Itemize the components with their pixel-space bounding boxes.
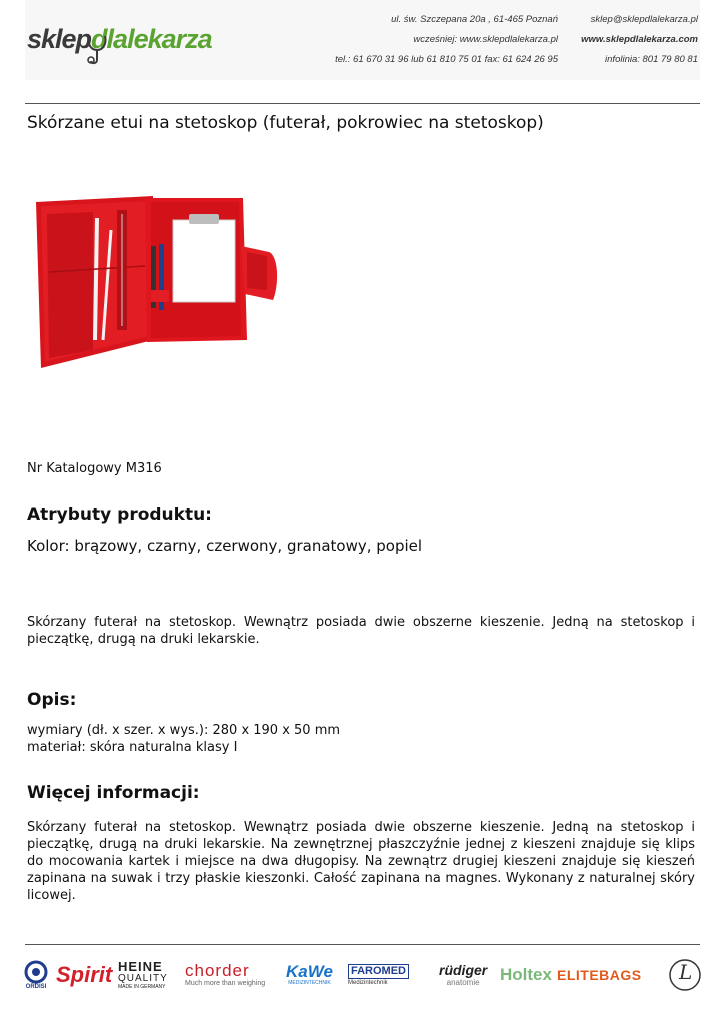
brand-l-letter: L bbox=[679, 960, 693, 984]
brand-holtex[interactable]: Holtex bbox=[500, 965, 552, 984]
brand-l-logo[interactable] bbox=[668, 955, 702, 995]
brand-kawe-label: KaWe bbox=[286, 962, 333, 981]
brand-rudiger-sub: anatomie bbox=[446, 978, 480, 987]
brand-chorder-sub: Much more than weighing bbox=[185, 980, 266, 987]
shop-logo[interactable] bbox=[25, 20, 215, 60]
brand-rudiger[interactable] bbox=[439, 955, 487, 995]
brand-heine-label: HEINE bbox=[118, 959, 163, 974]
brand-rudiger-label: rüdiger bbox=[439, 962, 488, 978]
attributes-heading: Atrybuty produktu: bbox=[27, 505, 212, 525]
email-link[interactable]: sklep@sklepdlalekarza.pl bbox=[590, 14, 698, 25]
logo-wordmark bbox=[27, 24, 212, 55]
brand-faromed[interactable] bbox=[348, 955, 409, 995]
ordisi-icon bbox=[24, 960, 48, 984]
brand-ordisi[interactable] bbox=[22, 955, 50, 995]
address: ul. św. Szczepana 20a , 61-465 Poznań bbox=[391, 14, 558, 25]
phones: tel.: 61 670 31 96 lub 61 810 75 01 fax: 61 624 26 95 bbox=[335, 54, 558, 65]
header-divider bbox=[25, 103, 700, 104]
stethoscope-icon bbox=[85, 34, 111, 66]
brand-heine-sub: QUALITY bbox=[118, 973, 168, 984]
brand-kawe-sub: MEDIZINTECHNIK bbox=[288, 980, 331, 986]
material-line: materiał: skóra naturalna klasy I bbox=[27, 740, 238, 755]
website-link[interactable]: www.sklepdlalekarza.com bbox=[581, 34, 698, 45]
contact-address-block bbox=[335, 10, 558, 70]
brand-ordisi-label: ORDISI bbox=[25, 984, 47, 990]
brand-faromed-label: FAROMED bbox=[348, 964, 409, 979]
product-summary: Skórzany futerał na stetoskop. Wewnątrz posiada dwie obszerne kieszenie. Jedną na stetoskop i pieczątkę, drugą na druki lekarskie. bbox=[27, 615, 695, 647]
header bbox=[25, 0, 700, 80]
catalog-number: Nr Katalogowy M316 bbox=[27, 461, 162, 476]
footer-divider bbox=[25, 944, 700, 945]
logo-part-lekarza: lekarza bbox=[127, 24, 212, 54]
brand-chorder-label: chorder bbox=[185, 961, 250, 980]
brand-faromed-sub: Medizintechnik bbox=[348, 979, 388, 986]
product-title: Skórzane etui na stetoskop (futerał, pokrowiec na stetoskop) bbox=[27, 113, 544, 133]
color-attribute: Kolor: brązowy, czarny, czerwony, granatowy, popiel bbox=[27, 537, 423, 555]
more-info-heading: Więcej informacji: bbox=[27, 783, 200, 803]
logo-part-sklep: sklep bbox=[27, 24, 92, 54]
infoline: infolinia: 801 79 80 81 bbox=[605, 54, 698, 65]
contact-online-block bbox=[581, 10, 698, 70]
dimensions-line: wymiary (dł. x szer. x wys.): 280 x 190 x 50 mm bbox=[27, 723, 341, 738]
description-heading: Opis: bbox=[27, 690, 77, 710]
more-info-text: Skórzany futerał na stetoskop. Wewnątrz posiada dwie obszerne kieszenie. Jedną na stetoskop i pieczątkę, drugą na druki lekarskie. Na zewnętrznej płaszczyźnie jednej z kieszeni znajduje się klips do mocowania kartek i miejsce na dwa długopisy. Na zewnątrz drugiej kieszeni znajduje się kieszeń zapinana na suwak i trzy płaskie kieszonki. Całość zapinana na magnes. Wykonany z naturalnej skóry licowej. bbox=[27, 820, 695, 903]
product-image bbox=[33, 190, 283, 375]
brand-heine[interactable] bbox=[118, 955, 168, 995]
previous-site: wcześniej: www.sklepdlalekarza.pl bbox=[413, 34, 558, 45]
brand-chorder[interactable] bbox=[185, 955, 265, 995]
brand-heine-sub2: MADE IN GERMANY bbox=[118, 984, 166, 990]
brand-spirit[interactable]: Spirit bbox=[56, 962, 113, 987]
brand-elitebags[interactable]: ELITEBAGS bbox=[557, 967, 642, 983]
logo-part-dla: dla bbox=[91, 24, 128, 54]
brand-kawe[interactable] bbox=[286, 955, 333, 995]
brand-logos bbox=[22, 955, 702, 995]
